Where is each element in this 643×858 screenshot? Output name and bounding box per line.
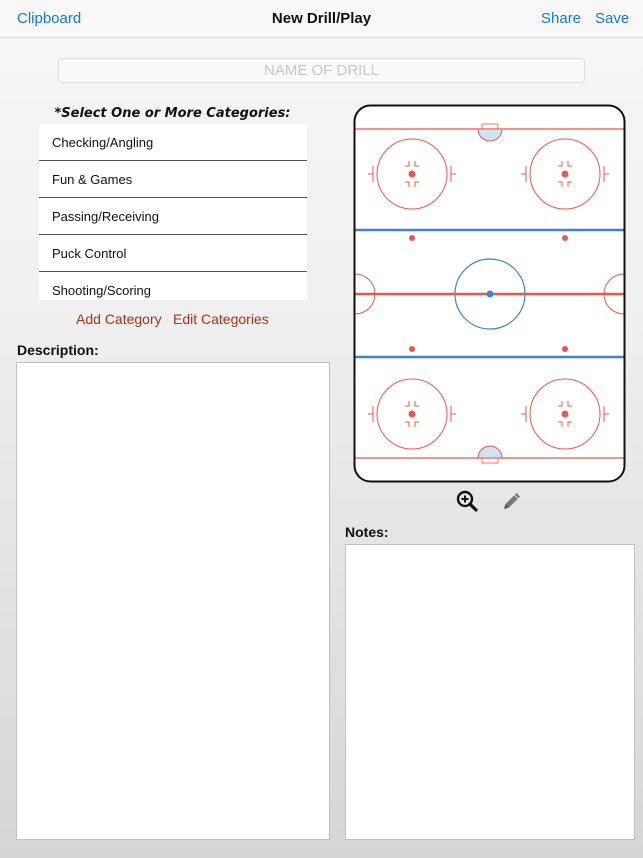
zoom-in-icon[interactable] xyxy=(455,489,479,513)
drill-name-input[interactable] xyxy=(58,58,585,83)
hockey-rink-icon xyxy=(353,104,626,483)
hockey-rink-diagram[interactable] xyxy=(353,104,626,483)
page-title: New Drill/Play xyxy=(271,10,372,27)
categories-heading: *Select One or More Categories: xyxy=(54,106,291,121)
save-button[interactable]: Save xyxy=(595,10,630,27)
category-item-fun-games[interactable]: Fun & Games xyxy=(39,161,307,198)
clipboard-button[interactable]: Clipboard xyxy=(17,10,82,27)
category-item-checking-angling[interactable]: Checking/Angling xyxy=(39,124,307,161)
add-category-link[interactable]: Add Category xyxy=(76,311,162,327)
category-item-puck-control[interactable]: Puck Control xyxy=(39,235,307,272)
edit-categories-link[interactable]: Edit Categories xyxy=(173,311,269,327)
pencil-icon[interactable] xyxy=(500,489,524,513)
description-textarea[interactable] xyxy=(16,362,330,840)
share-button[interactable]: Share xyxy=(541,10,582,27)
notes-textarea[interactable] xyxy=(345,544,635,840)
category-list[interactable] xyxy=(39,124,307,300)
description-label: Description: xyxy=(17,342,99,358)
navigation-bar xyxy=(0,0,643,38)
category-item-shooting-scoring[interactable]: Shooting/Scoring xyxy=(39,272,307,300)
notes-label: Notes: xyxy=(345,524,389,540)
category-item-passing-receiving[interactable]: Passing/Receiving xyxy=(39,198,307,235)
